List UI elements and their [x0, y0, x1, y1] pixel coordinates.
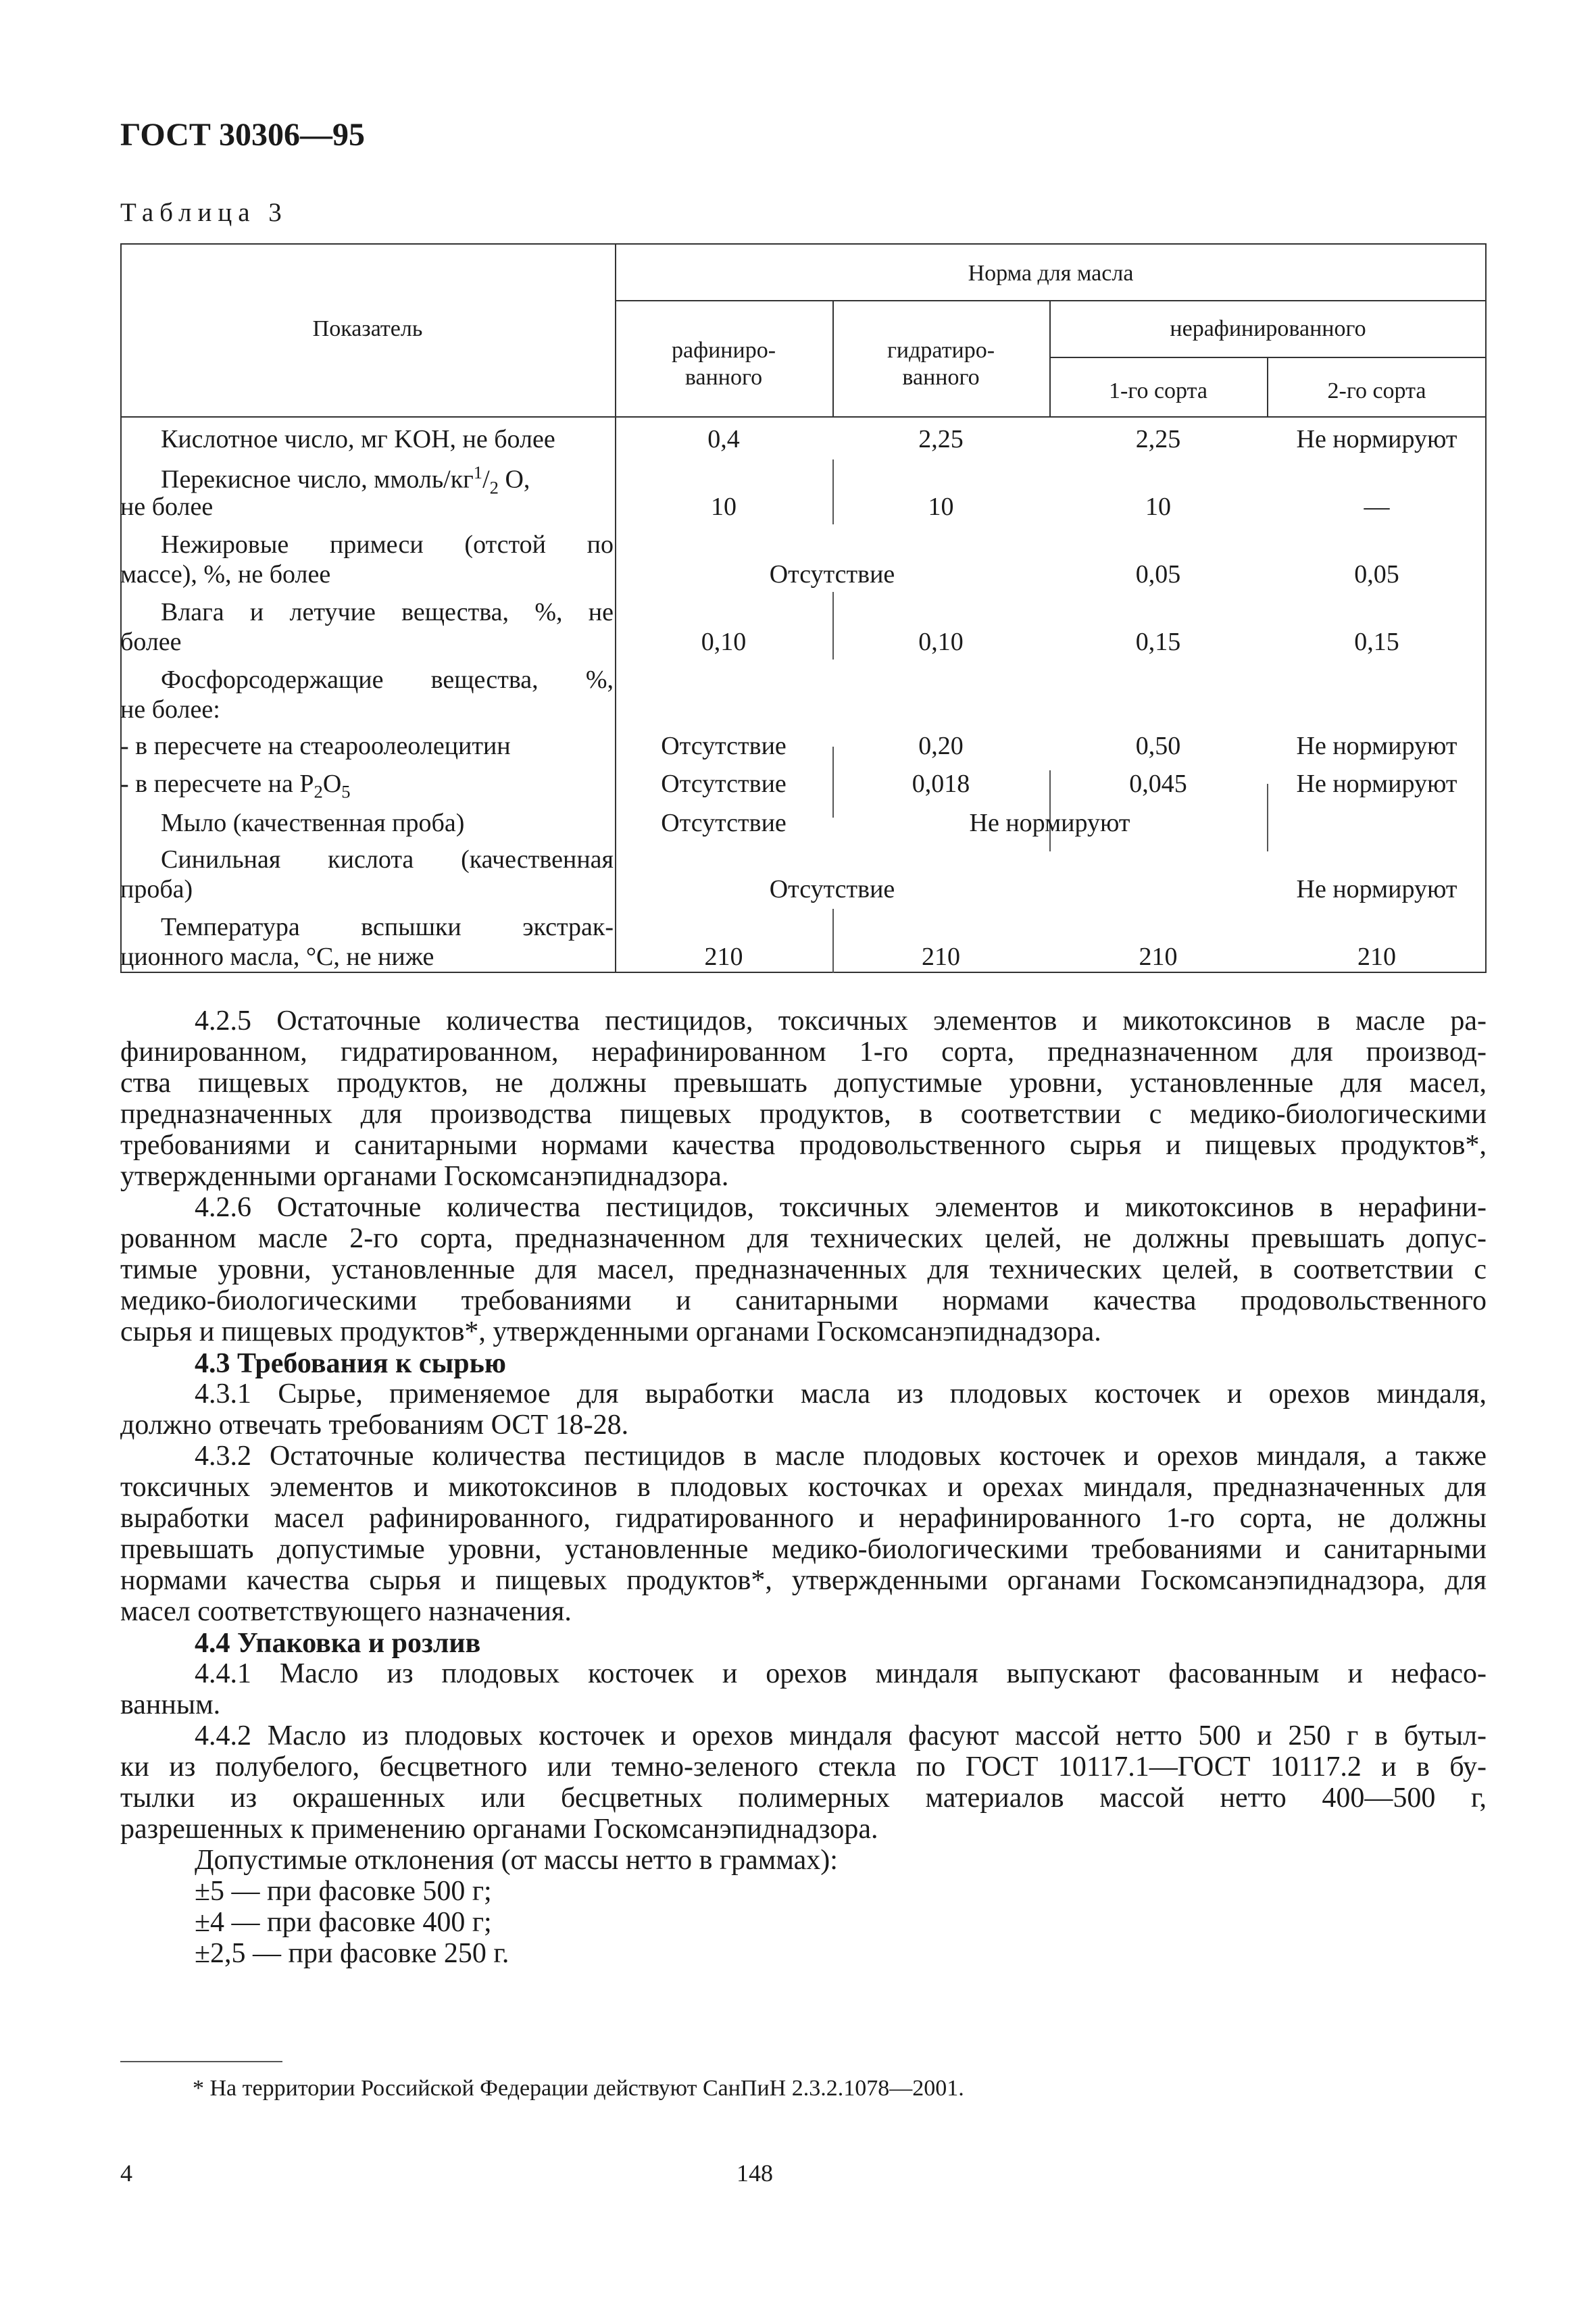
row-acid-hydrated: 2,25 — [918, 425, 964, 453]
text-line: тимые уровни, установленные для масел, предназначенных для технических целей, в соответствии с — [120, 1254, 1487, 1285]
section-4-3-title: 4.3 Требования к сырью — [195, 1348, 506, 1379]
text-line: финированном, гидратированном, нерафинированном 1-го сорта, предназначенном для производ- — [120, 1037, 1487, 1068]
paragraph-4-4-2 — [120, 1720, 1487, 1845]
text-line: рованном масле 2-го сорта, предназначенном для технических целей, не должны превышать допус- — [120, 1223, 1487, 1254]
row-moisture-grade2: 0,15 — [1354, 628, 1399, 656]
document-header: ГОСТ 30306—95 — [120, 117, 365, 153]
row-acid-grade2: Не нормируют — [1296, 425, 1457, 453]
header-grade1: 1-го сорта — [1109, 378, 1207, 403]
page-number-center: 148 — [737, 2160, 773, 2187]
row-cyanide-name-2: проба) — [120, 875, 193, 903]
row-p2o5-grade2: Не нормируют — [1296, 770, 1457, 798]
row-p2o5-name: - в пересчете на $P_2O_5$ — [120, 770, 351, 802]
paragraph-4-2-6 — [120, 1192, 1487, 1347]
row-peroxide-refined: 10 — [711, 493, 737, 521]
row-impurities-refined-hydrated: Отсутствие — [769, 560, 895, 589]
row-acid-grade1: 2,25 — [1135, 425, 1181, 453]
text-line: сырья и пищевых продуктов*, утвержденными органами Госкомсанэпиднадзора. — [120, 1316, 1101, 1347]
tolerances-list — [120, 1845, 1487, 1969]
paragraph-4-4-1 — [120, 1658, 1487, 1720]
text-line: токсичных элементов и микотоксинов в плодовых косточках и орехах миндаля, предназначенных для — [120, 1472, 1487, 1503]
row-flash-name-1: Температура вспышки экстрак- — [161, 913, 614, 941]
page-number-left: 4 — [120, 2160, 132, 2187]
row-stearo-grade1: 0,50 — [1135, 732, 1181, 760]
row-stearo-hydrated: 0,20 — [918, 732, 964, 760]
row-soap-rest: Не нормируют — [969, 809, 1130, 837]
text-line: медико-биологическими требованиями и санитарными нормами качества продовольственного — [120, 1285, 1487, 1316]
header-unrefined: нерафинированного — [1170, 316, 1366, 341]
text-line: предназначенных для производства пищевых продуктов, в соответствии с медико-биологическими — [120, 1099, 1487, 1130]
row-acid-refined: 0,4 — [707, 425, 740, 453]
row-soap-name: Мыло (качественная проба) — [161, 809, 465, 837]
list-item: ±4 — при фасовке 400 г; — [195, 1907, 492, 1938]
norms-table — [120, 243, 1487, 973]
row-impurities-grade2: 0,05 — [1354, 560, 1399, 589]
row-phosphorus-name-2: не более: — [120, 695, 220, 724]
text-line: ки из полубелого, бесцветного или темно-зеленого стекла по ГОСТ 10117.1—ГОСТ 10117.2 и в бу- — [120, 1751, 1487, 1783]
row-flash-grade2: 210 — [1357, 943, 1396, 971]
text-line: 4.4.1 Масло из плодовых косточек и орехов миндаля выпускают фасованным и нефасо- — [195, 1658, 1487, 1689]
row-cyanide-refined-hydrated: Отсутствие — [769, 875, 895, 903]
row-moisture-name-1: Влага и летучие вещества, %, не — [161, 598, 614, 626]
footnote: * На территории Российской Федерации действуют СанПиН 2.3.2.1078—2001. — [193, 2076, 964, 2101]
header-norm: Норма для масла — [968, 261, 1134, 286]
row-impurities-name-2: массе), %, не более — [120, 560, 331, 589]
row-stearo-refined: Отсутствие — [661, 732, 787, 760]
row-p2o5-hydrated: 0,018 — [912, 770, 970, 798]
text-line: выработки масел рафинированного, гидратированного и нерафинированного 1-го сорта, не должны — [120, 1503, 1487, 1534]
header-refined-1: рафиниро- — [671, 338, 776, 363]
text-line: ванным. — [120, 1689, 221, 1720]
header-hydrated-1: гидратиро- — [887, 338, 995, 363]
text-line: 4.3.1 Сырье, применяемое для выработки масла из плодовых косточек и орехов миндаля, — [195, 1378, 1487, 1410]
paragraph-4-2-5 — [120, 1005, 1487, 1192]
row-soap-refined: Отсутствие — [661, 809, 787, 837]
row-stearo-name: - в пересчете на стеароолеолецитин — [120, 732, 511, 760]
row-peroxide-name-2: не более — [120, 493, 214, 521]
footnote-separator — [120, 2061, 282, 2062]
text-line: утвержденными органами Госкомсанэпиднадзора. — [120, 1161, 729, 1192]
header-divider-norm — [615, 300, 1487, 301]
text-line: 4.2.6 Остаточные количества пестицидов, токсичных элементов и микотоксинов в нерафини- — [195, 1192, 1487, 1223]
row-flash-grade1: 210 — [1139, 943, 1178, 971]
paragraph-4-3-2 — [120, 1441, 1487, 1627]
paragraph-4-3-1 — [120, 1378, 1487, 1441]
row-p2o5-grade1: 0,045 — [1129, 770, 1187, 798]
text-line: должно отвечать требованиям ОСТ 18-28. — [120, 1410, 629, 1441]
header-indicator: Показатель — [312, 316, 423, 341]
row-impurities-grade1: 0,05 — [1135, 560, 1181, 589]
header-hydrated-2: ванного — [902, 365, 980, 390]
row-phosphorus-name-1: Фосфорсодержащие вещества, %, — [161, 666, 614, 694]
row-impurities-name-1: Нежировые примеси (отстой по — [161, 530, 614, 559]
header-refined-2: ванного — [684, 365, 763, 390]
row-p2o5-refined: Отсутствие — [661, 770, 787, 798]
text-line: нормами качества сырья и пищевых продуктов*, утвержденными органами Госкомсанэпиднадзора, для — [120, 1565, 1487, 1596]
text-line: 4.3.2 Остаточные количества пестицидов в масле плодовых косточек и орехов миндаля, а также — [195, 1441, 1487, 1472]
text-line: Допустимые отклонения (от массы нетто в граммах): — [195, 1845, 838, 1876]
row-moisture-hydrated: 0,10 — [918, 628, 964, 656]
row-peroxide-hydrated: 10 — [928, 493, 954, 521]
row-cyanide-grade2: Не нормируют — [1296, 875, 1457, 903]
header-bottom-line — [120, 416, 1487, 418]
row-acid-name: Кислотное число, мг KOH, не более — [161, 425, 555, 453]
list-item: ±2,5 — при фасовке 250 г. — [195, 1938, 509, 1969]
row-flash-name-2: ционного масла, °С, не ниже — [120, 943, 434, 971]
row-moisture-name-2: более — [120, 628, 182, 656]
text-line: требованиями и санитарными нормами качества продовольственного сырья и пищевых продуктов*, — [120, 1130, 1487, 1161]
row-cyanide-name-1: Синильная кислота (качественная — [161, 845, 614, 874]
text-line: разрешенных к применению органами Госкомсанэпиднадзора. — [120, 1814, 878, 1845]
text-line: превышать допустимые уровни, установленные медико-биологическими требованиями и санитарными — [120, 1534, 1487, 1565]
row-moisture-grade1: 0,15 — [1135, 628, 1181, 656]
row-moisture-refined: 0,10 — [701, 628, 747, 656]
header-grade2: 2-го сорта — [1327, 378, 1426, 403]
row-peroxide-grade2: — — [1364, 493, 1390, 521]
row-stearo-grade2: Не нормируют — [1296, 732, 1457, 760]
list-item: ±5 — при фасовке 500 г; — [195, 1876, 492, 1907]
row-peroxide-grade1: 10 — [1145, 493, 1171, 521]
row-peroxide-name-1: Перекисное число, ммоль/$кг^1/_2$ O, — [161, 462, 530, 498]
row-flash-hydrated: 210 — [922, 943, 960, 971]
text-line: масел соответствующего назначения. — [120, 1596, 572, 1627]
text-line: тылки из окрашенных или бесцветных полимерных материалов массой нетто 400—500 г, — [120, 1783, 1487, 1814]
text-line: 4.4.2 Масло из плодовых косточек и орехов миндаля фасуют массой нетто 500 и 250 г в бутыл- — [195, 1720, 1487, 1751]
table-caption: Таблица 3 — [120, 198, 288, 227]
row-flash-refined: 210 — [704, 943, 743, 971]
text-line: ства пищевых продуктов, не должны превышать допустимые уровни, установленные для масел, — [120, 1068, 1487, 1099]
text-line: 4.2.5 Остаточные количества пестицидов, токсичных элементов и микотоксинов в масле ра- — [195, 1005, 1487, 1037]
section-4-4-title: 4.4 Упаковка и розлив — [195, 1628, 481, 1659]
